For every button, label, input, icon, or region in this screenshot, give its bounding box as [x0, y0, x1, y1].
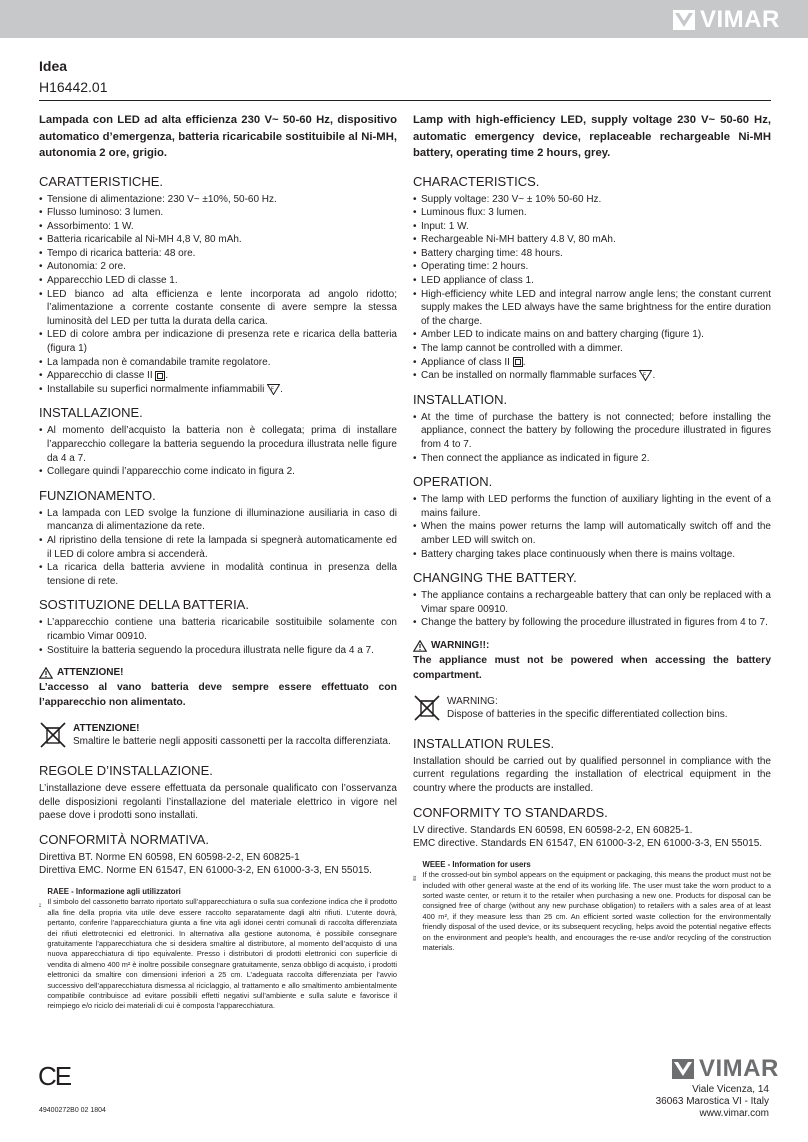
weee-bin-icon	[39, 887, 41, 923]
crossed-bin-icon	[413, 695, 441, 721]
flammable-surface-icon	[639, 370, 652, 381]
list-item: • LED bianco ad alta efficienza e lente incorporata ad angolo ridotto; l’alimentazione a corrente costante consente di avere sempre la stessa luminosità del LED per tutta la durata della carica.	[39, 288, 397, 327]
weee-bin-icon	[413, 860, 416, 896]
brand-name: VIMAR	[699, 1055, 779, 1082]
list-item: • High-efficiency white LED and integral narrow angle lens; the constant current supply makes the LED always have the same brightness for the entire duration of the charge.	[413, 288, 771, 327]
list-item: • Assorbimento: 1 W.	[39, 220, 134, 232]
vimar-mark-icon	[672, 1059, 694, 1079]
battery-disposal-note	[413, 695, 771, 722]
disposal-title: WARNING:	[447, 695, 498, 707]
battery-list	[413, 589, 771, 630]
conformity-text: Direttiva BT. Norme EN 60598, EN 60598-2-2, EN 60825-1 Direttiva EMC. Norme EN 61547, EN 61000-3-2, EN 61000-3-3, EN 55015.	[39, 851, 372, 877]
list-item: • Al momento dell’acquisto la batteria non è collegata; prima di installare l’apparecchio collegare la batteria seguendo la procedura illustrata nelle figure da 4 a 7.	[39, 425, 397, 464]
list-item: • Operating time: 2 hours.	[413, 261, 529, 273]
address-street: Viale Vicenza, 14	[692, 1084, 769, 1095]
weee-title: RAEE - Informazione agli utilizzatori	[47, 886, 181, 896]
company-address	[656, 1084, 769, 1120]
list-item: • Can be installed on normally flammable surfaces F .	[413, 370, 656, 382]
document-number: 49400272B0 02 1804	[39, 1107, 106, 1114]
section-title: INSTALLATION RULES.	[413, 735, 555, 751]
section-title: SOSTITUZIONE DELLA BATTERIA.	[39, 597, 249, 613]
list-item: • Then connect the appliance as indicated in figure 2.	[413, 452, 650, 464]
list-item: • Appliance of class II .	[413, 356, 526, 368]
list-item: • Sostituire la batteria seguendo la procedura illustrata nelle figure da 4 a 7.	[39, 644, 374, 656]
operation-list	[413, 493, 771, 561]
battery-list	[39, 616, 397, 657]
list-item: • Al ripristino della tensione di rete la lampada si spegnerà automaticamente ed il LED di colore ambra si accenderà.	[39, 534, 397, 560]
list-item: • Apparecchio LED di classe 1.	[39, 275, 178, 287]
list-item: • LED di colore ambra per indicazione di presenza rete e ricarica della batteria (figura 1)	[39, 329, 397, 355]
list-item: • La lampada con LED svolge la funzione di illuminazione ausiliaria in caso di mancanza di alimentazione da rete.	[39, 507, 397, 533]
svg-text:F: F	[271, 386, 275, 393]
section-title: CHARACTERISTICS.	[413, 173, 540, 189]
lead-description: Lamp with high-efficiency LED, supply voltage 230 V~ 50-60 Hz, automatic emergency device, replaceable rechargeable Ni-MH battery, operating time 2 hours, grey.	[413, 114, 771, 159]
weee-notice	[39, 887, 397, 1012]
disposal-text: Dispose of batteries in the specific differentiated collection bins.	[447, 709, 728, 721]
list-item: • Autonomia: 2 ore.	[39, 261, 126, 273]
installation-list	[413, 411, 771, 465]
english-column	[413, 112, 771, 953]
characteristics-list	[39, 193, 397, 397]
warning-title: WARNING!!:	[413, 639, 771, 653]
class-ii-icon	[155, 371, 165, 381]
list-item: • Tempo di ricarica batteria: 48 ore.	[39, 247, 196, 259]
warning-icon	[39, 667, 53, 679]
warning-text: L’accesso al vano batteria deve sempre essere effettuato con l’apparecchio non alimentato.	[39, 681, 397, 708]
section-title: CHANGING THE BATTERY.	[413, 570, 577, 586]
section-title: OPERATION.	[413, 474, 493, 490]
list-item: • Battery charging time: 48 hours.	[413, 247, 563, 259]
list-item: • LED appliance of class 1.	[413, 275, 534, 287]
website-link[interactable]: www.vimar.com	[699, 1108, 769, 1119]
vimar-logo-footer	[672, 1055, 779, 1083]
list-item: • Change the battery by following the procedure illustrated in figures from 4 to 7.	[413, 617, 768, 629]
conformity-text: LV directive. Standards EN 60598, EN 60598-2-2, EN 60825-1. EMC directive. Standards EN 61547, EN 61000-3-2, EN 61000-3-3, EN 55015.	[413, 824, 763, 850]
list-item: • La lampada non è comandabile tramite regolatore.	[39, 356, 271, 368]
weee-text: If the crossed-out bin symbol appears on the equipment or packaging, this means the product must not be included with other general waste at the end of its working life. The user must take the worn product to a sorted waste center, or return it to the retailer when purchasing a new one. Products for disposal can be consigned free of charge (without any new purchase obligation) to retailers with a sales area of at least 400 m², if they measure less than 25 cm. An efficient sorted waste collection for the environmentally friendly disposal of the used device, or its subsequent recycling, helps avoid the potential negative effects on the environment and people’s health, and encourages the re-use and/or recycling of the construction materials.	[422, 870, 771, 952]
list-item: • Apparecchio di classe II .	[39, 370, 169, 382]
vimar-logo	[673, 6, 780, 34]
address-city: 36063 Marostica VI - Italy	[655, 1096, 769, 1107]
warning-title: ATTENZIONE!	[39, 666, 397, 680]
ce-mark: CE	[38, 1061, 71, 1091]
section-title: REGOLE D’INSTALLAZIONE.	[39, 762, 213, 778]
section-title: CONFORMITY TO STANDARDS.	[413, 804, 608, 820]
section-title: INSTALLAZIONE.	[39, 405, 143, 421]
list-item: • L’apparecchio contiene una batteria ricaricabile sostituibile solamente con ricambio Vimar 00910.	[39, 617, 397, 642]
list-item: • Collegare quindi l’apparecchio come indicato in figura 2.	[39, 466, 295, 478]
list-item: • Input: 1 W.	[413, 220, 469, 232]
list-item: • Flusso luminoso: 3 lumen.	[39, 207, 164, 219]
list-item: • Batteria ricaricabile al Ni-MH 4,8 V, 80 mAh.	[39, 234, 242, 246]
list-item: • The appliance contains a rechargeable battery that can only be replaced with a Vimar spare 00910.	[413, 590, 771, 615]
crossed-bin-icon	[39, 722, 67, 748]
list-item: • When the mains power returns the lamp will automatically switch off and the amber LED will switch on.	[413, 521, 771, 546]
list-item: • Tensione di alimentazione: 230 V~ ±10%, 50-60 Hz.	[39, 193, 277, 205]
section-title: FUNZIONAMENTO.	[39, 487, 156, 503]
list-item: • The lamp with LED performs the function of auxiliary lighting in the event of a mains failure.	[413, 494, 771, 519]
rules-text: L’installazione deve essere effettuata da personale qualificato con l’osservanza delle disposizioni regolanti l’installazione del materiale elettrico in vigore nel paese dove i prodotti sono installati.	[39, 782, 397, 822]
installation-list	[39, 424, 397, 478]
italian-column	[39, 112, 397, 1012]
section-title: CARATTERISTICHE.	[39, 173, 163, 189]
list-item: • Amber LED to indicate mains on and battery charging (figure 1).	[413, 329, 704, 341]
list-item: • Battery charging takes place continuously when there is mains voltage.	[413, 548, 736, 560]
product-code: H16442.01	[39, 79, 108, 95]
rules-text: Installation should be carried out by qualified personnel in compliance with the current regulations regarding the installation of electrical equipment in the country where the products are installed.	[413, 755, 771, 794]
product-series: Idea	[39, 58, 68, 74]
list-item: • Installabile su superfici normalmente infiammabili F .	[39, 383, 283, 395]
list-item: • Rechargeable Ni-MH battery 4.8 V, 80 mAh.	[413, 234, 616, 246]
list-item: • At the time of purchase the battery is not connected; before installing the appliance, connect the battery by following the procedure illustrated in figures from 4 to 7.	[413, 411, 771, 450]
disposal-text: Smaltire le batterie negli appositi cassonetti per la raccolta differenziata.	[73, 736, 391, 748]
characteristics-list	[413, 193, 771, 383]
class-ii-icon	[513, 357, 523, 367]
operation-list	[39, 507, 397, 589]
list-item: • La ricarica della batteria avviene in modalità continua in presenza della tensione di rete.	[39, 562, 397, 587]
svg-text:F: F	[643, 372, 647, 379]
section-title: INSTALLATION.	[413, 391, 508, 407]
flammable-surface-icon	[267, 384, 280, 395]
weee-notice	[413, 860, 771, 954]
disposal-title: ATTENZIONE!	[73, 722, 140, 734]
weee-title: WEEE - Information for users	[422, 859, 531, 869]
lead-description: Lampada con LED ad alta efficienza 230 V~ 50-60 Hz, dispositivo automatico d’emergenza, batteria ricaricabile sostituibile al Ni-MH, autonomia 2 ore, grigio.	[39, 114, 397, 159]
battery-disposal-note	[39, 722, 397, 749]
list-item: • The lamp cannot be controlled with a dimmer.	[413, 343, 623, 355]
header-divider	[39, 100, 771, 101]
warning-text: The appliance must not be powered when accessing the battery compartment.	[413, 654, 771, 681]
warning-icon	[413, 640, 427, 652]
vimar-mark-icon	[673, 10, 695, 30]
list-item: • Luminous flux: 3 lumen.	[413, 207, 527, 219]
section-title: CONFORMITÀ NORMATIVA.	[39, 831, 209, 847]
brand-name: VIMAR	[700, 6, 780, 33]
list-item: • Supply voltage: 230 V~ ± 10% 50-60 Hz.	[413, 193, 602, 205]
weee-text: Il simbolo del cassonetto barrato riportato sull’apparecchiatura o sulla sua confezione indica che il prodotto alla fine della propria vita utile deve essere raccolto separatamente dagli altri rifiuti. L’utente dovrà, pertanto, conferire l’apparecchiatura giunta a fine vita agli idonei centri comunali di raccolta differenziata dei rifiuti elettrotecnici ed elettronici. In alternativa alla gestione autonoma, è possibile consegnare gratuitamente l’apparecchiatura che si desidera smaltire al distributore, al momento dell’acquisto di una nuova apparecchiatura di tipo equivalente. Presso i distributori di prodotti elettronici con superficie di vendita di almeno 400 m² è inoltre possibile consegnare gratuitamente, senza obbligo di acquisto, i prodotti elettronici da smaltire con dimensioni inferiori a 25 cm. L’adeguata raccolta differenziata per l’avvio successivo dell’apparecchiatura dismessa al riciclaggio, al trattamento e allo smaltimento ambientalmente compatibile contribuisce ad evitare possibili effetti negativi sull’ambiente e sulla salute e favorisce il reimpiego e/o riciclo dei materiali di cui è composta l’apparecchiatura.	[47, 897, 397, 1011]
